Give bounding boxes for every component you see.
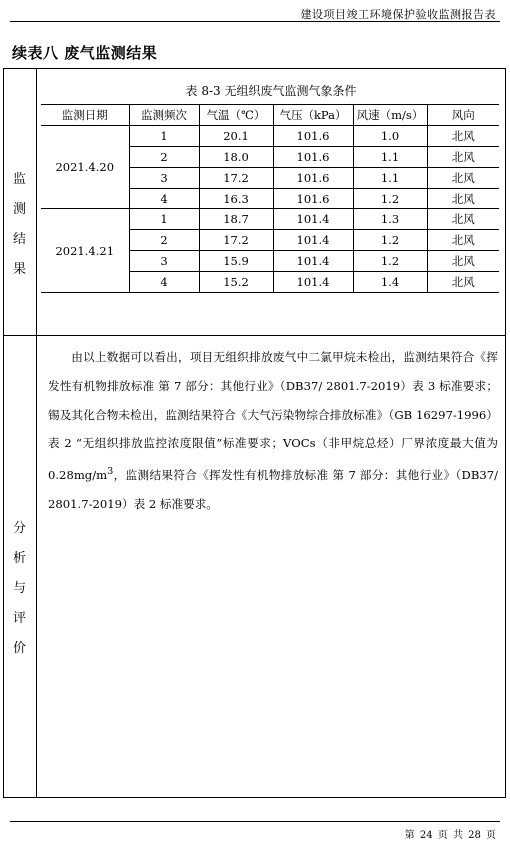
- meteorological-conditions-table: [41, 104, 499, 293]
- side-char: 评: [12, 611, 26, 626]
- table-cell: 2: [129, 230, 199, 251]
- table-cell: 北风: [427, 230, 499, 251]
- table-cell: 1.0: [353, 125, 427, 146]
- table-cell: 1.4: [353, 272, 427, 293]
- table-cell: 4: [129, 188, 199, 209]
- table-cell: 101.6: [273, 146, 353, 167]
- analysis-text-part2: ，监测结果符合《挥发性有机物排放标准 第 7 部分：其他行业》（DB37/ 2801.7-2019）表 2 标准要求。: [48, 468, 498, 511]
- side-char: 结: [12, 232, 26, 247]
- table-cell: 4: [129, 272, 199, 293]
- table-cell: 北风: [427, 146, 499, 167]
- table-cell: 17.2: [199, 167, 273, 188]
- side-char: 监: [12, 172, 26, 187]
- table-cell: 101.4: [273, 209, 353, 230]
- table-cell: 1: [129, 125, 199, 146]
- table-cell: 1.2: [353, 188, 427, 209]
- table-cell: 15.9: [199, 251, 273, 272]
- table-cell: 1.1: [353, 146, 427, 167]
- table-cell: 101.4: [273, 272, 353, 293]
- side-char: 分: [12, 521, 26, 536]
- analysis-text: [48, 343, 498, 519]
- table-cell: 3: [129, 251, 199, 272]
- side-label-monitoring-results: [3, 165, 36, 285]
- table-cell: 北风: [427, 209, 499, 230]
- side-char: 果: [12, 262, 26, 277]
- table-cell: 16.3: [199, 188, 273, 209]
- table-row: [41, 125, 499, 146]
- column-header-wind-direction: 风向: [427, 105, 499, 126]
- table-cell: 20.1: [199, 125, 273, 146]
- label-column-divider: [36, 68, 37, 798]
- table-row: [41, 209, 499, 230]
- date-cell: 2021.4.20: [41, 125, 129, 209]
- table-cell: 101.4: [273, 251, 353, 272]
- report-header-title: 建设项目竣工环境保护验收监测报告表: [300, 8, 496, 21]
- table-header-row: [41, 105, 499, 126]
- side-char: 与: [12, 581, 26, 596]
- table-cell: 1.3: [353, 209, 427, 230]
- side-char: 测: [12, 202, 26, 217]
- side-char: 价: [12, 641, 26, 656]
- table-cell: 北风: [427, 272, 499, 293]
- table-caption: 表 8-3 无组织废气监测气象条件: [185, 84, 357, 98]
- table-cell: 101.6: [273, 167, 353, 188]
- column-header-wind-speed: 风速（m/s）: [353, 105, 427, 126]
- table-cell: 北风: [427, 188, 499, 209]
- table-cell: 1.2: [353, 230, 427, 251]
- table-cell: 2: [129, 146, 199, 167]
- table-cell: 北风: [427, 125, 499, 146]
- column-header-temperature: 气温（℃）: [199, 105, 273, 126]
- column-header-frequency: 监测频次: [129, 105, 199, 126]
- header-rule: [10, 21, 500, 22]
- table-cell: 101.4: [273, 230, 353, 251]
- unit-superscript: 3: [107, 466, 114, 478]
- column-header-pressure: 气压（kPa）: [273, 105, 353, 126]
- table-cell: 17.2: [199, 230, 273, 251]
- table-cell: 1.1: [353, 167, 427, 188]
- date-cell: 2021.4.21: [41, 209, 129, 293]
- table-cell: 1.2: [353, 251, 427, 272]
- table-cell: 18.0: [199, 146, 273, 167]
- page-number: 第 24 页 共 28 页: [404, 830, 496, 841]
- table-cell: 1: [129, 209, 199, 230]
- section-divider: [3, 335, 506, 336]
- side-char: 析: [12, 551, 26, 566]
- footer-rule: [10, 821, 500, 822]
- analysis-paragraph: [48, 343, 498, 519]
- section-title: 续表八 废气监测结果: [12, 44, 158, 62]
- table-cell: 北风: [427, 251, 499, 272]
- side-label-analysis-evaluation: [3, 514, 36, 664]
- table-cell: 101.6: [273, 188, 353, 209]
- table-cell: 101.6: [273, 125, 353, 146]
- table-cell: 北风: [427, 167, 499, 188]
- column-header-date: 监测日期: [41, 105, 129, 126]
- analysis-text-part1: 由以上数据可以看出，项目无组织排放废气中二氯甲烷未检出，监测结果符合《挥发性有机物排放标准 第 7 部分：其他行业》（DB37/ 2801.7-2019）表 3 标准要求；锡及其化合物未检出，监测结果符合《大气污染物综合排放标准》（GB 16297-1996）表 2 “无组织排放监控浓度限值”标准要求；VOCs（非甲烷总烃）厂界浓度最大值为 0.28mg/m: [48, 350, 498, 483]
- table-cell: 18.7: [199, 209, 273, 230]
- table-cell: 15.2: [199, 272, 273, 293]
- table-cell: 3: [129, 167, 199, 188]
